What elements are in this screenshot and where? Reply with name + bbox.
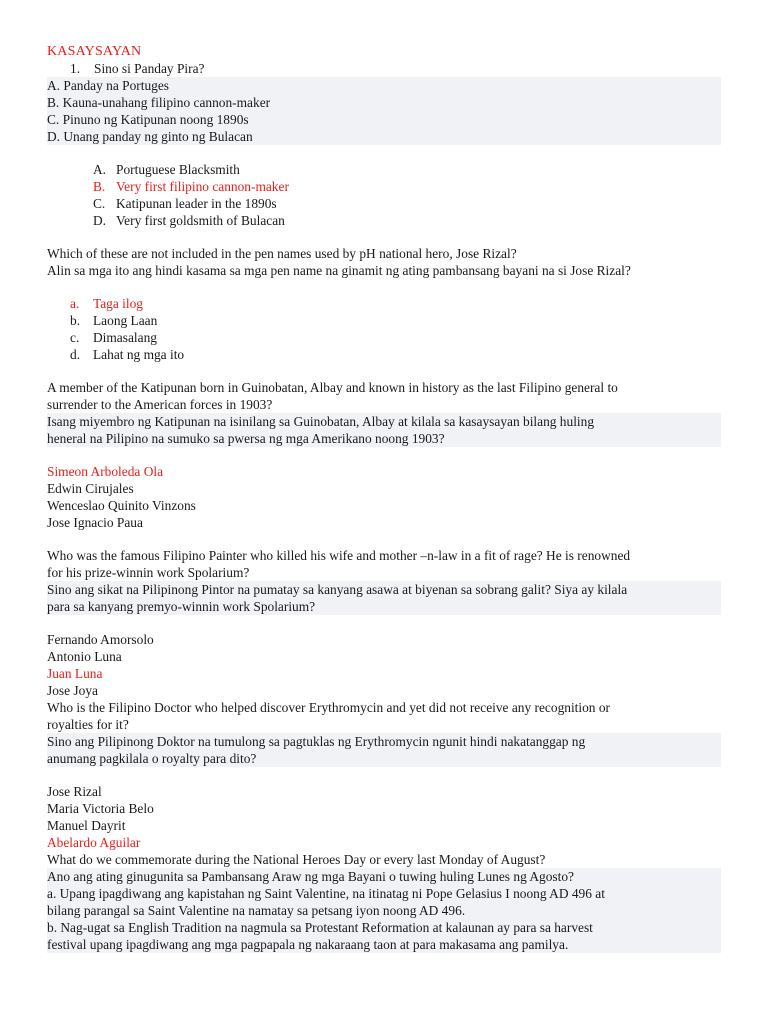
q3-option-1-answer: Simeon Arboleda Ola	[47, 464, 164, 479]
option-text: Very first goldsmith of Bulacan	[116, 213, 285, 228]
option-letter: c.	[70, 330, 80, 345]
option-letter: B.	[93, 179, 106, 194]
option-text: Taga ilog	[93, 296, 144, 311]
option-text: Laong Laan	[93, 313, 158, 328]
question-5-tl-line1: Sino ang Pilipinong Doktor na tumulong sa pagtuklas ng Erythromycin ngunit hindi nakatanggap ng	[47, 733, 721, 750]
option-letter: A.	[93, 162, 107, 177]
en-option-b-answer	[93, 178, 289, 195]
option-text: Portuguese Blacksmith	[116, 162, 240, 177]
q6-option-b-line2: festival upang ipagdiwang ang mga pagpapala ng nakaraang taon at para makasama ang pamilya.	[47, 936, 721, 953]
q5-option-4-answer: Abelardo Aguilar	[47, 835, 141, 850]
tl-option-a: A. Panday na Portuges	[47, 77, 721, 94]
question-text: Sino si Panday Pira?	[94, 61, 205, 76]
en-option-c	[93, 195, 277, 212]
option-letter: d.	[70, 347, 81, 362]
question-6-en: What do we commemorate during the National Heroes Day or every last Monday of August?	[47, 852, 546, 867]
q5-option-2: Maria Victoria Belo	[47, 801, 154, 816]
question-3-en-line1: A member of the Katipunan born in Guinobatan, Albay and known in history as the last Filipino general to	[47, 380, 618, 395]
q2-option-d	[70, 346, 184, 363]
question-3-tl-line1: Isang miyembro ng Katipunan na isinilang sa Guinobatan, Albay at kilala sa kasaysayan bilang huling	[47, 413, 721, 430]
tl-option-d: D. Unang panday ng ginto ng Bulacan	[47, 128, 721, 145]
question-number: 1.	[70, 61, 81, 76]
option-text: Katipunan leader in the 1890s	[116, 196, 277, 211]
question-5-tl-line2: anumang pagkilala o royalty para dito?	[47, 750, 721, 767]
question-2-en: Which of these are not included in the pen names used by pH national hero, Jose Rizal?	[47, 246, 517, 261]
tl-option-c: C. Pinuno ng Katipunan noong 1890s	[47, 111, 721, 128]
q5-option-1: Jose Rizal	[47, 784, 102, 799]
q3-option-4: Jose Ignacio Paua	[47, 515, 143, 530]
question-4-en-line2: for his prize-winnin work Spolarium?	[47, 565, 250, 580]
q4-option-4: Jose Joya	[47, 683, 98, 698]
question-4-en-line1: Who was the famous Filipino Painter who killed his wife and mother –n-law in a fit of rage? He is renowned	[47, 548, 631, 563]
option-text: Very first filipino cannon-maker	[116, 179, 289, 194]
q6-option-a-line1: a. Upang ipagdiwang ang kapistahan ng Saint Valentine, na itinatag ni Pope Gelasius I noong AD 496 at	[47, 885, 721, 902]
question-6-tl: Ano ang ating ginugunita sa Pambansang Araw ng mga Bayani o tuwing huling Lunes ng Agosto?	[47, 868, 721, 885]
question-5-en-line1: Who is the Filipino Doctor who helped discover Erythromycin and yet did not receive any recognition or	[47, 700, 611, 715]
option-letter: b.	[70, 313, 81, 328]
q4-option-1: Fernando Amorsolo	[47, 632, 154, 647]
q4-option-2: Antonio Luna	[47, 649, 122, 664]
question-2-tl: Alin sa mga ito ang hindi kasama sa mga pen name na ginamit ng ating pambansang bayani na si Jose Rizal?	[47, 263, 631, 278]
q4-option-3-answer: Juan Luna	[47, 666, 103, 681]
q2-option-b	[70, 312, 157, 329]
question-5-en-line2: royalties for it?	[47, 717, 129, 732]
q3-option-3: Wenceslao Quinito Vinzons	[47, 498, 196, 513]
question-3-tl-line2: heneral na Pilipino na sumuko sa pwersa ng mga Amerikano noong 1903?	[47, 430, 721, 447]
q2-option-c	[70, 329, 157, 346]
question-4-tl-line2: para sa kanyang premyo-winnin work Spolarium?	[47, 598, 721, 615]
question-1	[70, 60, 204, 77]
option-text: Dimasalang	[93, 330, 157, 345]
question-3-en-line2: surrender to the American forces in 1903?	[47, 397, 273, 412]
tl-option-b: B. Kauna-unahang filipino cannon-maker	[47, 94, 721, 111]
option-text: Lahat ng mga ito	[93, 347, 185, 362]
q6-option-b-line1: b. Nag-ugat sa English Tradition na nagmula sa Protestant Reformation at kalaunan ay para sa harvest	[47, 919, 721, 936]
en-option-a	[93, 161, 240, 178]
q6-option-a-line2: bilang parangal sa Saint Valentine na namatay sa petsang iyon noong AD 496.	[47, 902, 721, 919]
question-4-tl-line1: Sino ang sikat na Pilipinong Pintor na pumatay sa kanyang asawa at biyenan sa sobrang galit? Siya ay kilala	[47, 581, 721, 598]
q5-option-3: Manuel Dayrit	[47, 818, 126, 833]
q3-option-2: Edwin Cirujales	[47, 481, 134, 496]
option-letter: a.	[70, 296, 80, 311]
q2-option-a-answer	[70, 295, 143, 312]
option-letter: C.	[93, 196, 106, 211]
option-letter: D.	[93, 213, 107, 228]
en-option-d	[93, 212, 285, 229]
document-heading: KASAYSAYAN	[47, 44, 142, 59]
